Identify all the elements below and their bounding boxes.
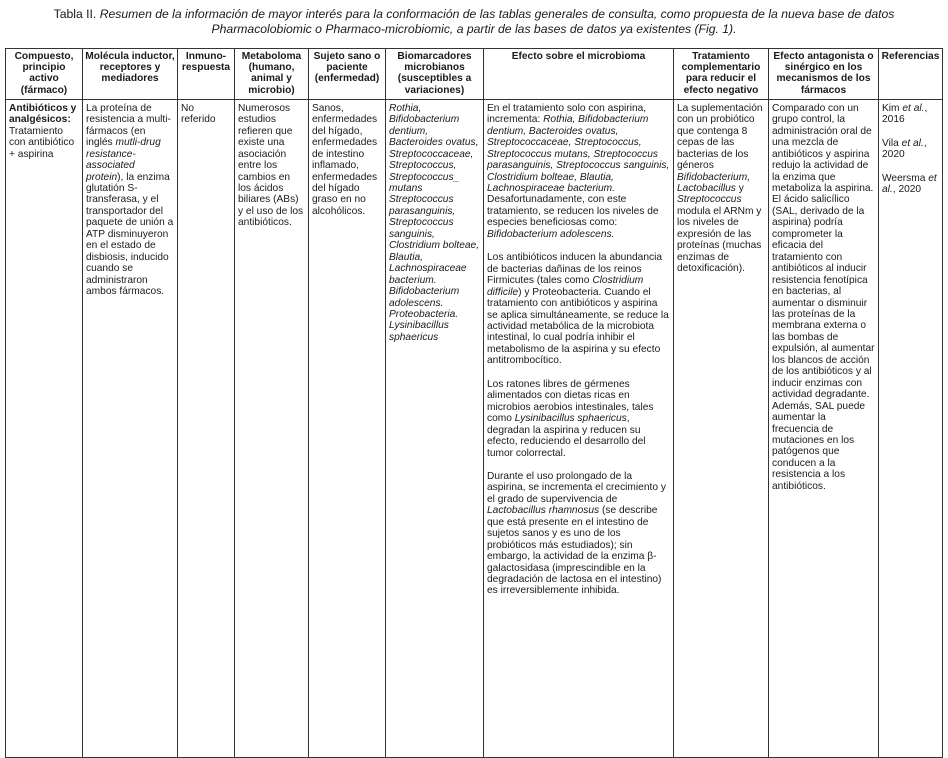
efecto-p4-text-b: (se describe que está presente en el intestino de sujetos sanos y es uno de los probióticos más estudiados); sin embargo, la actividad de la enzima β-galactosidasa (imprescindible en la degradación de lactosa en el intestino) es irreversiblemente inhibida. [487,505,662,597]
header-tratamiento: Tratamiento complementario para reducir el efecto negativo [674,49,769,100]
cell-referencias [879,99,943,757]
header-compuesto: Compuesto, principio activo (fármaco) [6,49,83,100]
tratamiento-text-b: modula el ARNm y los niveles de expresión de las proteínas (muchas enzimas de detoxificación). [677,205,762,275]
reference-year: 2020 [898,184,922,196]
summary-table [5,48,943,758]
caption-label: Tabla II. [53,7,97,21]
compuesto-text: Tratamiento con antibiótico + aspirina [9,125,75,160]
efecto-p3-text-b: , degradan la aspirina y reducen su efecto, reduciendo el desarrollo del tumor colorrectal. [487,413,646,459]
reference-author: Vila [882,137,899,149]
cell-efecto [484,99,674,757]
reference-etal: et al. [901,137,924,149]
efecto-p3-lys: Lysinibacillus sphaericus [514,413,627,425]
tratamiento-strep: Streptococcus [677,194,742,206]
molecula-text-a: La proteína de resistencia a multi-fármacos (en inglés [86,102,171,149]
efecto-paragraph-3 [487,379,670,459]
header-metaboloma: Metaboloma (humano, animal y microbio) [235,49,309,100]
header-antagonista: Efecto antagonista o sinérgico en los mecanismos de los fármacos [769,49,879,100]
efecto-p2-clost: Clostridium difficile [487,275,644,298]
cell-tratamiento [674,99,769,757]
cell-antagonista: Comparado con un grupo control, la administración oral de una mezcla de antibióticos y aspirina redujo la actividad de la enzima que metaboliza la aspirina. El ácido salicílico (SAL, derivado de la aspirina) podría comprometer la eficacia del tratamiento con antibióticos al inducir resistencia fenotípica en bacterias, al aumentar o disminuir las proteínas de la membrana externa o las bombas de expulsión, al aumentar los blancos de acción de los antibióticos y al inducir enzimas con actividad degradante. Además, SAL puede aumentar la frecuencia de mutaciones en los patógenos que conducen a la resistencia a los antibióticos. [769,99,879,757]
cell-inmuno: No referido [178,99,235,757]
cell-sujeto: Sanos, enfermedades del hígado, enfermedades de intestino inflamado, enfermedades del hígado graso en no alcohólicos. [309,99,386,757]
efecto-paragraph-4 [487,471,670,597]
reference-item: Vila et al., 2020 [882,137,927,161]
header-biomarcadores: Biomarcadores microbianos (susceptibles a variaciones) [386,49,484,100]
header-referencias: Referencias [879,49,943,100]
caption-line2: Pharmacolobiomic o Pharmaco-microbiomic, a partir de las bases de datos ya existentes (Fig. 1). [211,22,737,36]
header-sujeto: Sujeto sano o paciente (enfermedad) [309,49,386,100]
molecula-text-b: ), la enzima glutatión S-transferasa, y el transportador del paquete de unión a ATP disminuyeron en el estado de disbiosis, inducido cuando se administraron ambos fármacos. [86,171,174,298]
header-molecula: Molécula inductor, receptores y mediadores [83,49,178,100]
reference-author: Kim [882,102,900,114]
efecto-p1-species: Rothia, Bifidobacterium dentium, Bacteroides ovatus, Streptococcaceae, Streptococcus, Streptococcus mutans, Streptococcus parasanguinis, Streptococcus sanguinis, Clostridium bolteae, Blautia, Lachnospiraceae bacterium. [487,114,670,194]
efecto-p4-lacto: Lactobacillus rhamnosus [487,505,600,517]
efecto-paragraph-1 [487,103,670,240]
efecto-p2-text-b: ) y Proteobacteria. Cuando el tratamiento con antibióticos y aspirina se aplica simultáneamente, se reduce la actividad metabólica de la microbiota intestinal, lo cual podría inhibir el metabolismo de la aspirina y su efecto antitrombocítico. [487,286,669,367]
efecto-paragraph-2 [487,252,670,367]
header-efecto: Efecto sobre el microbioma [484,49,674,100]
cell-biomarcadores: Rothia, Bifidobacterium dentium, Bacteroides ovatus, Streptococcaceae, Streptococcus, Streptococcus_ mutans Streptococcus parasanguinis, Streptococcus sanguinis, Clostridium bolteae, Blautia, Lachnospiraceae bacterium. Bifidobacterium adolescens. Proteobacteria. Lysinibacillus sphaericus [386,99,484,757]
efecto-p2-text-a: Los antibióticos inducen la abundancia de bacterias dañinas de los reinos Firmicutes (tales como [487,252,663,287]
tratamiento-bifido: Bifidobacterium, Lactobacillus [677,171,751,194]
tratamiento-text-a: La suplementación con un probiótico que contenga 8 cepas de las bacterias de los géneros [677,102,763,172]
table-row [6,99,943,757]
efecto-p1-text-b: Desafortunadamente, con este tratamiento, se reducen los niveles de especies beneficiosas como: [487,194,659,229]
compuesto-title: Antibióticos y analgésicos: [9,102,77,126]
reference-year: 2016 [882,114,905,126]
tratamiento-y: y [738,182,744,194]
reference-item: Weersma et al., 2020 [882,172,937,196]
cell-metaboloma: Numerosos estudios refieren que existe una asociación entre los cambios en los ácidos biliares (ABs) y el uso de los antibióticos. [235,99,309,757]
table-caption [0,7,948,37]
reference-year: 2020 [882,149,905,161]
reference-item: Kim et al., 2016 [882,102,928,126]
reference-etal: et al. [882,172,937,196]
molecula-italic: mutli-drug resistance-associated protein [86,137,161,183]
header-row [6,49,943,100]
efecto-p4-text-a: Durante el uso prolongado de la aspirina, se incrementa el crecimiento y el grado de supervivencia de [487,470,666,505]
caption-line1: Resumen de la información de mayor interés para la conformación de las tablas generales de consulta, como propuesta de la nueva base de datos [99,7,895,21]
cell-compuesto [6,99,83,757]
efecto-p1-bifido: Bifidobacterium adolescens. [487,228,615,240]
cell-molecula [83,99,178,757]
efecto-p3-text-a: Los ratones libres de gérmenes alimentados con dietas ricas en microbios aerobios intestinales, tales como [487,378,654,425]
reference-author: Weersma [882,172,926,184]
header-inmuno: Inmuno-respuesta [178,49,235,100]
efecto-p1-text-a: En el tratamiento solo con aspirina, incrementa: [487,102,647,126]
reference-etal: et al. [902,102,925,114]
